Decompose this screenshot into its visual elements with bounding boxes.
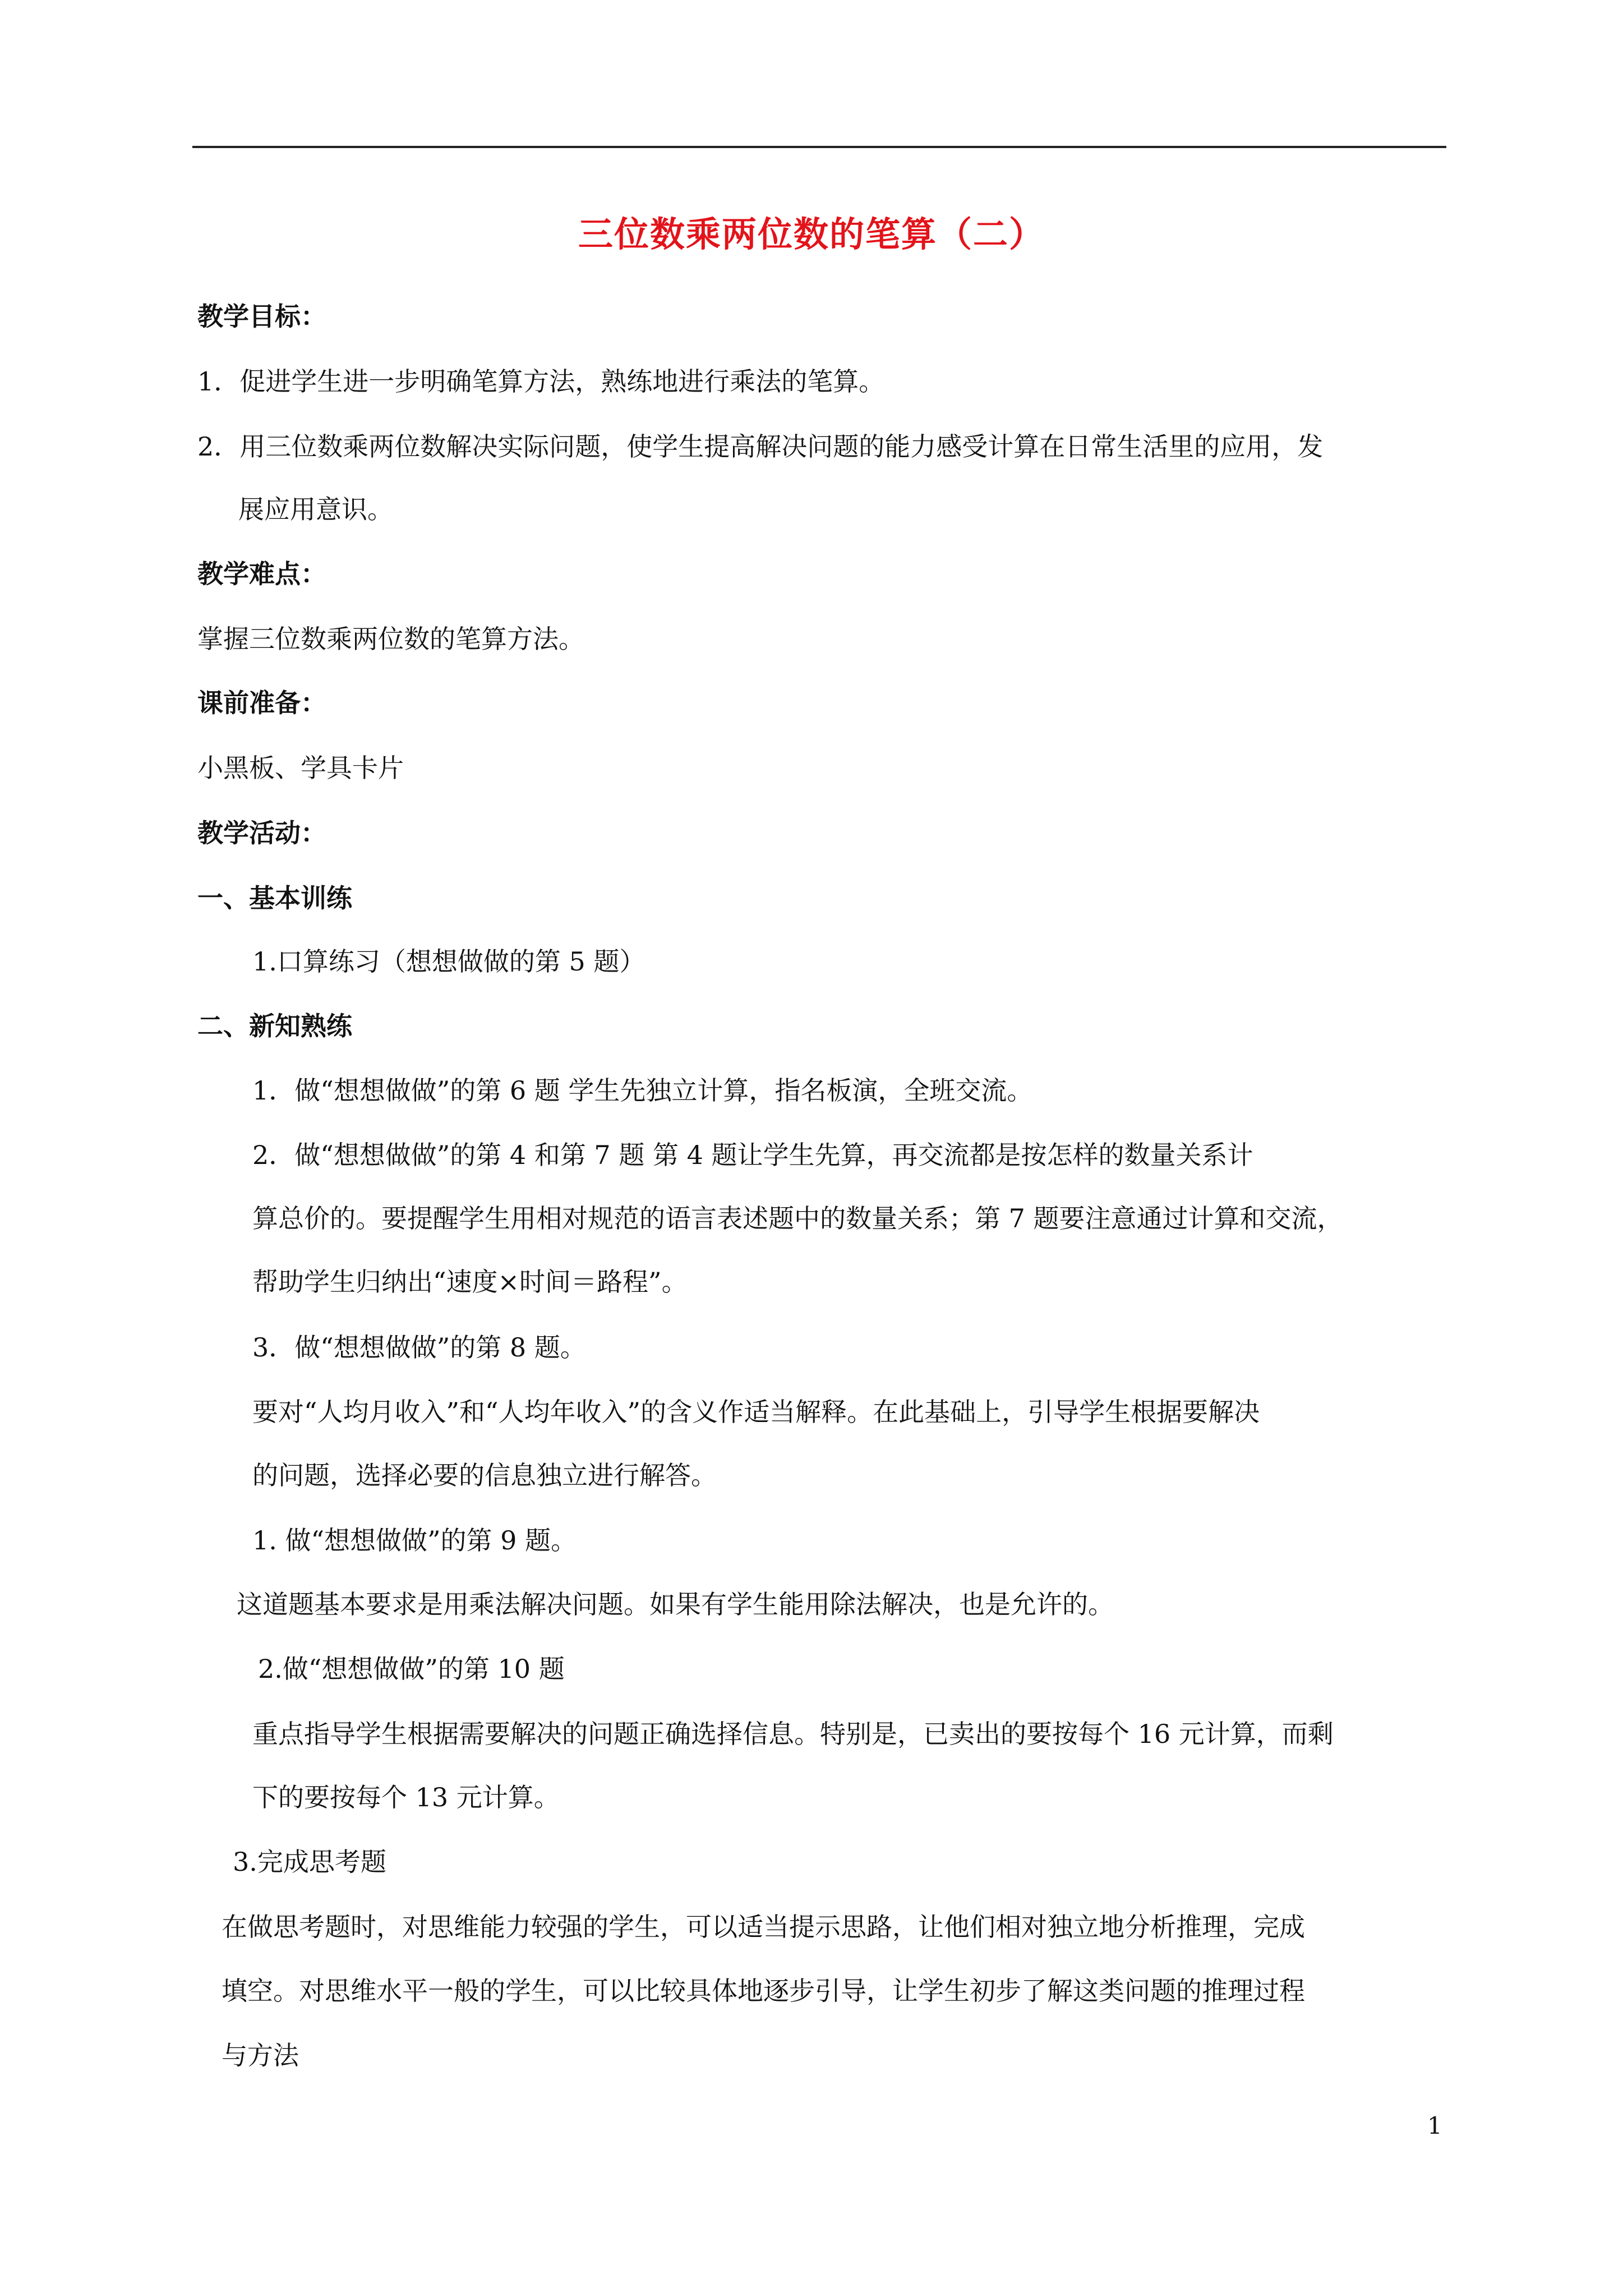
new-knowledge-item-1: 1．做“想想做做”的第 6 题 学生先独立计算，指名板演，全班交流。 — [252, 1075, 1033, 1106]
heading-difficulty: 教学难点： — [197, 559, 326, 589]
heading-preparation: 课前准备： — [197, 688, 326, 718]
thinking-question-text-line-3: 与方法 — [222, 2040, 299, 2070]
page-number: 1 — [1427, 2112, 1442, 2139]
new-knowledge-item-3: 3．做“想想做做”的第 8 题。 — [252, 1332, 586, 1363]
new-knowledge-item-2-line-3: 帮助学生归纳出“速度×时间＝路程”。 — [252, 1267, 688, 1297]
exercise-9: 1. 做“想想做做”的第 9 题。 — [252, 1525, 577, 1556]
exercise-9-text: 这道题基本要求是用乘法解决问题。如果有学生能用除法解决，也是允许的。 — [237, 1589, 1114, 1619]
exercise-10-text-line-2: 下的要按每个 13 元计算。 — [252, 1782, 560, 1812]
exercise-10: 2.做“想想做做”的第 10 题 — [258, 1654, 565, 1684]
heading-activities: 教学活动： — [197, 818, 326, 848]
section-new-knowledge: 二、新知熟练 — [197, 1011, 352, 1041]
header-rule — [192, 146, 1446, 148]
goal-2-continued: 展应用意识。 — [238, 494, 393, 524]
new-knowledge-item-2-line-2: 算总价的。要提醒学生用相对规范的语言表述题中的数量关系；第 7 题要注意通过计算和交流， — [252, 1203, 1343, 1234]
exercise-10-text: 重点指导学生根据需要解决的问题正确选择信息。特别是，已卖出的要按每个 16 元计算，而剩 — [252, 1719, 1334, 1749]
page-title: 三位数乘两位数的笔算（二） — [578, 214, 1045, 255]
thinking-question-text: 在做思考题时，对思维能力较强的学生，可以适当提示思路，让他们相对独立地分析推理，完成 — [222, 1912, 1305, 1942]
section-basic-training: 一、基本训练 — [197, 883, 352, 913]
heading-teaching-goals: 教学目标： — [197, 301, 326, 332]
new-knowledge-item-3-line-2: 要对“人均月收入”和“人均年收入”的含义作适当解释。在此基础上，引导学生根据要解决 — [252, 1397, 1260, 1427]
goal-1: 1．促进学生进一步明确笔算方法，熟练地进行乘法的笔算。 — [197, 366, 885, 397]
new-knowledge-item-3-line-3: 的问题，选择必要的信息独立进行解答。 — [252, 1460, 717, 1490]
thinking-question-text-line-2: 填空。对思维水平一般的学生，可以比较具体地逐步引导，让学生初步了解这类问题的推理过程 — [222, 1976, 1305, 2006]
preparation-text: 小黑板、学具卡片 — [197, 753, 404, 783]
goal-2: 2．用三位数乘两位数解决实际问题，使学生提高解决问题的能力感受计算在日常生活里的应用，发 — [197, 431, 1324, 462]
thinking-question: 3.完成思考题 — [233, 1847, 386, 1877]
new-knowledge-item-2: 2．做“想想做做”的第 4 和第 7 题 第 4 题让学生先算，再交流都是按怎样的数量关系计 — [252, 1140, 1253, 1170]
basic-training-item-1: 1.口算练习（想想做做的第 5 题） — [252, 946, 645, 977]
difficulty-text: 掌握三位数乘两位数的笔算方法。 — [197, 624, 584, 654]
